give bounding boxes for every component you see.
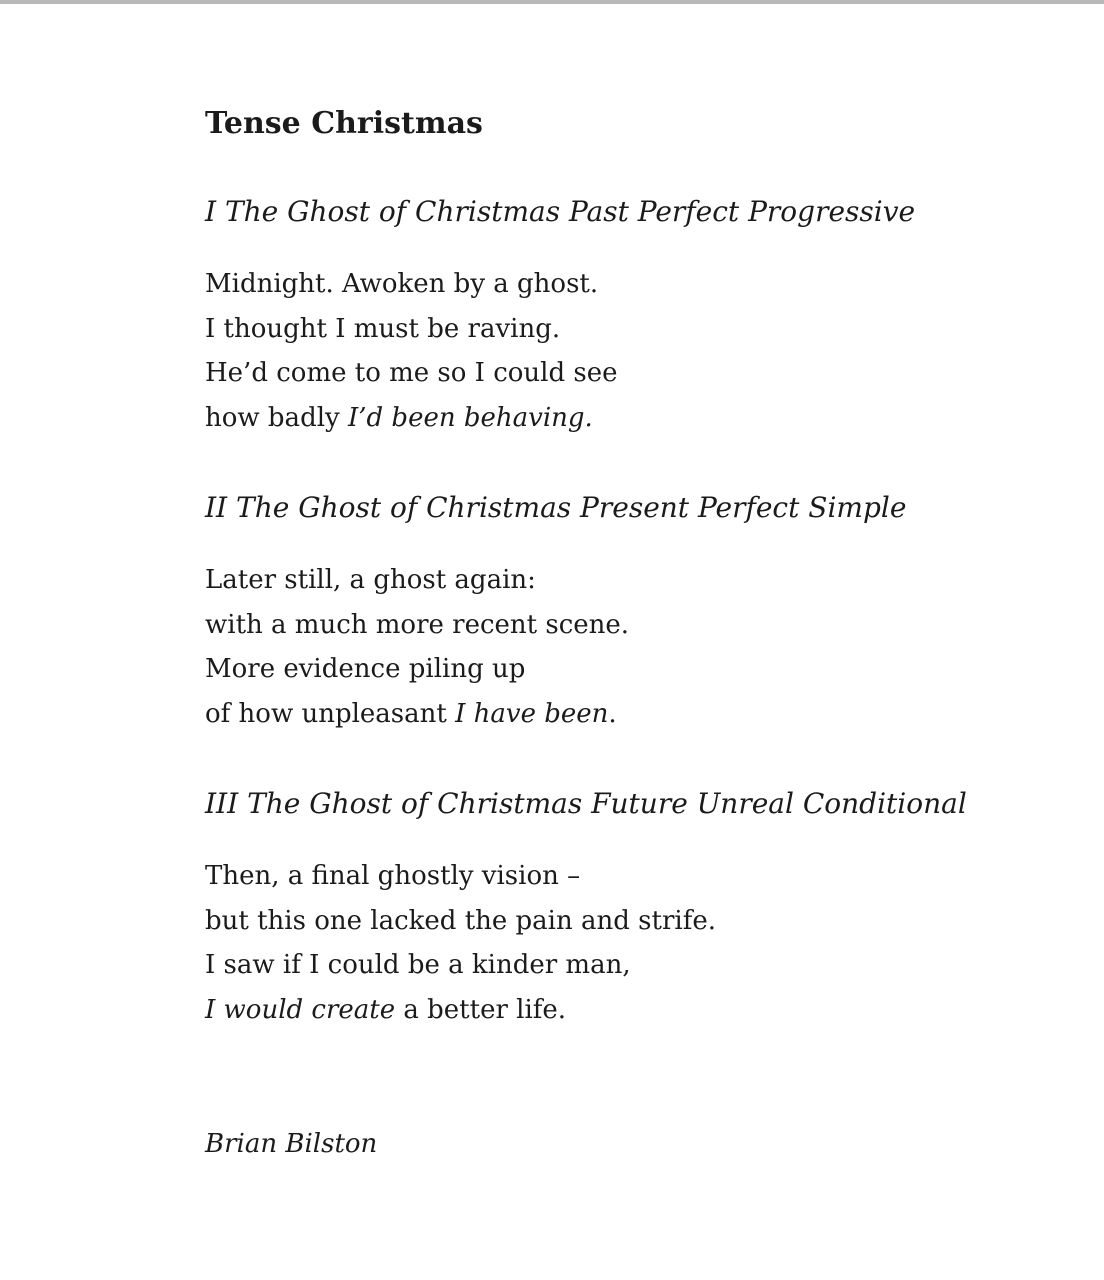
poem-line-text: Midnight. Awoken by a ghost. [205, 269, 599, 299]
poem-line-text: Then, a final ghostly vision – [205, 861, 581, 891]
poem-line-text: with a much more recent scene. [205, 609, 630, 640]
poem-line-text: . [608, 698, 617, 729]
poem-line-text: I saw if I could be a kinder man, [205, 950, 631, 980]
poem-line-text: I thought I must be raving. [205, 313, 561, 344]
poem-line-emphasis: I’d been behaving. [347, 402, 593, 433]
stanza-3 [205, 854, 1004, 1032]
section-heading-1: I The Ghost of Christmas Past Perfect Progressive [205, 195, 916, 228]
poem-line-text: a better life. [395, 994, 567, 1025]
poem-author: Brian Bilston [205, 1129, 378, 1159]
poem-line-text: of how unpleasant [205, 698, 456, 729]
poem-line-text: Later still, a ghost again: [205, 565, 536, 595]
poem-line-text: More evidence piling up [205, 654, 526, 684]
poem-line-emphasis: I would create [205, 994, 396, 1025]
section-heading-2: II The Ghost of Christmas Present Perfect Simple [205, 491, 907, 524]
section-heading-3: III The Ghost of Christmas Future Unreal Conditional [205, 787, 967, 820]
poem-line-text: He’d come to me so I could see [205, 358, 618, 388]
stanza-2 [205, 558, 1004, 736]
stanza-1 [205, 262, 1004, 440]
poem-title: Tense Christmas [205, 106, 483, 141]
poem-line-emphasis: I have been [455, 698, 609, 729]
poem-line-text: but this one lacked the pain and strife. [205, 905, 716, 936]
poem-line-text: how badly [205, 402, 348, 433]
poem-body [205, 192, 1004, 1032]
poem-page [0, 4, 1104, 1164]
